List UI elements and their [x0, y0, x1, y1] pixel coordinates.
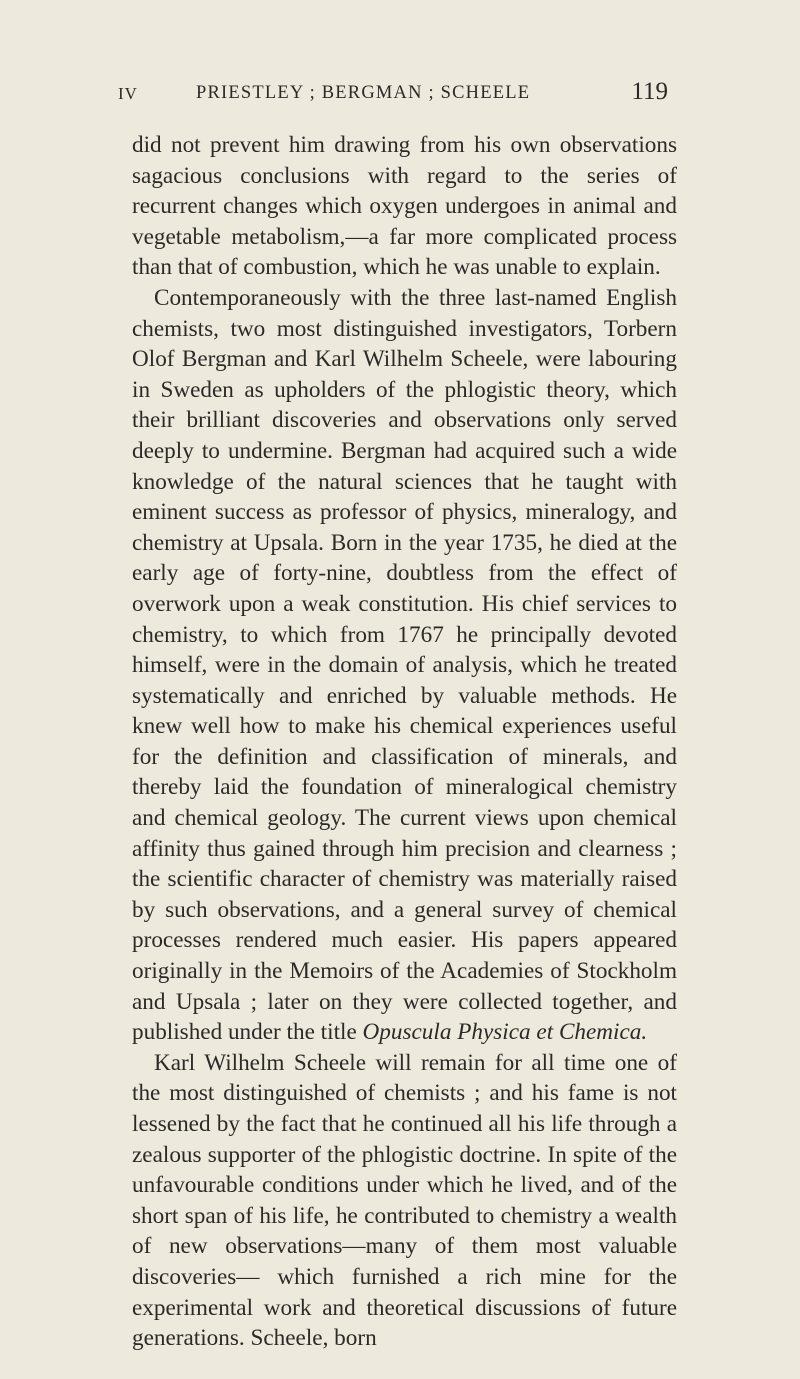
paragraph-3: Karl Wilhelm Scheele will remain for all time one of the most distinguished of chemists ; and his fame is not lessened by the fact that he continued all his life through a zealous supporter of the phlogistic doctrine. In spite of the unfavourable conditions under which he lived, and of the short span of his life, he contributed to chemistry a wealth of new observations—many of them most valuable discoveries— which furnished a rich mine for the experimental work and theoretical discussions of future generations. Scheele, born: [132, 1049, 677, 1352]
book-title: Opuscula Physica et Chemica.: [362, 1019, 648, 1046]
paragraph-2: [132, 283, 677, 1048]
body-text: [132, 130, 677, 1354]
chapter-numeral: IV: [118, 84, 138, 103]
paragraph-1: did not prevent him drawing from his own observations sagacious conclusions with regard to the series of recurrent changes which oxygen undergoes in animal and vegetable metabolism,—a far more complicated process than that of combustion, which he was unable to explain.: [132, 132, 677, 281]
page-number: 119: [631, 78, 668, 105]
page-header: [118, 76, 668, 108]
paragraph-2-text: Contemporaneously with the three last-named English chemists, two most distinguished investigators, Torbern Olof Bergman and Karl Wilhelm Scheele, were labouring in Sweden as upholders of the phlogistic theory, which their brilliant discoveries and observations only served deeply to undermine. Bergman had acquired such a wide knowledge of the natural sciences that he taught with eminent success as professor of physics, mineralogy, and chemistry at Upsala. Born in the year 1735, he died at the early age of forty-nine, doubtless from the effect of overwork upon a weak constitution. His chief services to chemistry, to which from 1767 he principally devoted himself, were in the domain of analysis, which he treated systematically and enriched by valuable methods. He knew well how to make his chemical experiences useful for the definition and classification of minerals, and thereby laid the foundation of mineralogical chemistry and chemical geology. The current views upon chemical affinity thus gained through him precision and clearness ; the scientific character of chemistry was materially raised by such observations, and a general survey of chemical processes rendered much easier. His papers appeared originally in the Memoirs of the Academies of Stockholm and Upsala ; later on they were collected together, and published under the title: [132, 284, 677, 1046]
running-title: PRIESTLEY ; BERGMAN ; SCHEELE: [196, 83, 531, 103]
